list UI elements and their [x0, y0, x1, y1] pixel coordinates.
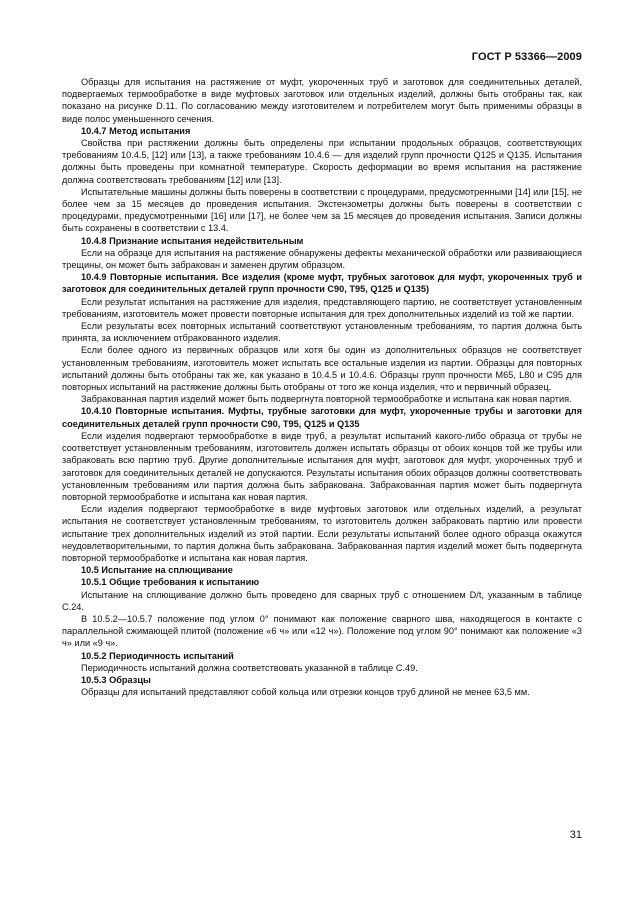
- paragraph: Периодичность испытаний должна соответствовать указанной в таблице C.49.: [81, 662, 418, 673]
- section-heading: 10.4.10 Повторные испытания. Муфты, трубные заготовки для муфт, укороченные трубы и заготовки для соединительных деталей групп прочности C90, T95, Q125 и Q135: [62, 406, 582, 429]
- paragraph: Если изделия подвергают термообработке в виде труб, а результат испытаний какого-либо образца от трубы не соответствует установленным требованиям, изготовитель должен испытать образцы от обоих концов той же трубы или забраковать всю партию труб. Другие дополнительные испытания для муфт, заготовок для муфт, укороченных труб и заготовок для соединительных деталей не допускаются. Результаты испытания обоих образцов должны соответствовать установленным требованиям или партия должна быть забракована. Забракованная партия может быть подвергнута повторной термообработке и испытана как новая партия.: [62, 430, 582, 502]
- section-heading: 10.4.9 Повторные испытания. Все изделия (кроме муфт, трубных заготовок для муфт, укороченных труб и заготовок для соединительных деталей групп прочности C90, T95, Q125 и Q135): [62, 272, 582, 295]
- paragraph: Образцы для испытания на растяжение от муфт, укороченных труб и заготовок для соединительных деталей, подвергаемых термообработке в виде муфтовых заготовок или отдельных изделий, должны быть отобраны так, как показано на рисунке D.11. По согласованию между изготовителем и потребителем могут быть применимы образцы в виде полос уменьшенного сечения.: [62, 77, 582, 124]
- section-heading: 10.4.8 Признание испытания недействительным: [81, 235, 304, 246]
- paragraph: Если изделия подвергают термообработке в виде муфтовых заготовок или отдельных изделий, а результат испытания не соответствует установленным требованиям, то изготовитель должен забраковать партию или провести испытание трех дополнительных изделий из этой партии. Если результаты испытаний более одного образца окажутся неудовлетворительными, то партия должна быть забракована. Забракованная партия изделий может быть подвергнута повторной термообработке и испытана как новая партия.: [62, 504, 582, 563]
- paragraph: Если на образце для испытания на растяжение обнаружены дефекты механической обработки или развивающиеся трещины, он может быть забракован и заменен другим образцом.: [62, 247, 582, 271]
- section-heading: 10.5.2 Периодичность испытаний: [81, 650, 234, 661]
- paragraph: Испытательные машины должны быть поверены в соответствии с процедурами, предусмотренными [14] или [15], не более чем за 15 месяцев до проведения испытания. Экстензометры должны быть поверены в соответствии с процедурами, предусмотренными [16] или [17], не более чем за 15 месяцев до проведения испытания. Записи должны быть сохранены в соответствии с 13.4.: [62, 186, 582, 234]
- section-heading: 10.5 Испытание на сплющивание: [81, 565, 233, 576]
- section-heading: 10.4.7 Метод испытания: [81, 125, 191, 136]
- section-heading: 10.5.1 Общие требования к испытанию: [81, 577, 260, 588]
- paragraph: Испытание на сплющивание должно быть проведено для сварных труб с отношением D/t, указанным в таблице C.24.: [62, 589, 582, 612]
- paragraph: Если более одного из первичных образцов или хотя бы один из дополнительных образцов не соответствует установленным требованиям, изготовитель может испытать все остальные изделия из партии. Образцы для повторных испытаний должны быть отобраны так же, как указано в 10.4.5 и 10.4.6. Образцы групп прочности M65, L80 и C95 для повторных испытаний на растяжение должны быть отобраны от того же конца изделия, что и первичный образец.: [62, 345, 582, 393]
- document-body: [62, 76, 582, 698]
- paragraph: В 10.5.2—10.5.7 положение под углом 0° понимают как положение сварного шва, находящегося в контакте с параллельной сжимающей плитой (положение «6 ч» или «12 ч»). Положение под углом 90° понимают как положение «3 ч» или «9 ч».: [62, 613, 582, 649]
- paragraph: Если результаты всех повторных испытаний соответствуют установленным требованиям, то партия должна быть принята, за исключением отбракованного изделия.: [62, 321, 582, 344]
- paragraph: Забракованная партия изделий может быть подвергнута повторной термообработке и испытана как новая партия.: [81, 394, 572, 405]
- paragraph: Свойства при растяжении должны быть определены при испытании продольных образцов, соответствующих требованиям 10.4.5, [12] или [13], а также требованиям 10.4.6 — для изделий групп прочности Q125 и Q135. Испытания должны быть проведены при комнатной температуре. Скорость деформации во время испытания на растяжение должна соответствовать требованиям [12] или [13].: [62, 138, 582, 185]
- page-number: 31: [569, 829, 582, 841]
- standard-header: ГОСТ Р 53366—2009: [471, 51, 582, 63]
- section-heading: 10.5.3 Образцы: [81, 674, 151, 685]
- paragraph: Образцы для испытаний представляют собой кольца или отрезки концов труб длиной не менее 63,5 мм.: [81, 687, 530, 698]
- paragraph: Если результат испытания на растяжение для изделия, представляющего партию, не соответствует установленным требованиям, изготовитель может провести повторные испытания для трех дополнительных изделий из той же партии.: [62, 296, 582, 319]
